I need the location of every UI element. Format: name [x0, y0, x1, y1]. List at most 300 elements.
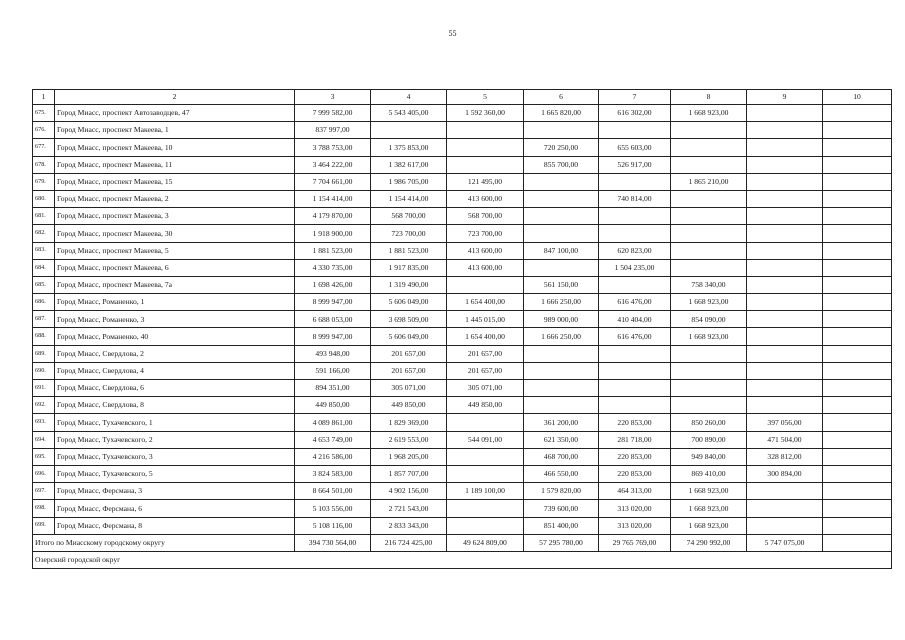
- amount-cell-c6: [524, 173, 599, 190]
- row-address: Город Миасс, проспект Макеева, 11: [55, 156, 295, 173]
- amount-cell-c10: [823, 225, 892, 242]
- amount-cell-c7: 410 404,00: [599, 311, 671, 328]
- amount-cell-c9: [747, 139, 823, 156]
- table-row: [33, 500, 892, 517]
- table-row: [33, 362, 892, 379]
- table-row: [33, 345, 892, 362]
- amount-cell-c9: [747, 105, 823, 122]
- amount-cell-c4: [371, 122, 447, 139]
- amount-cell-c8: [671, 259, 747, 276]
- amount-cell-c10: [823, 397, 892, 414]
- amount-cell-c10: [823, 122, 892, 139]
- amount-cell-c6: [524, 345, 599, 362]
- amount-cell-c4: 1 917 835,00: [371, 259, 447, 276]
- amount-cell-c10: [823, 259, 892, 276]
- amount-cell-c6: 739 600,00: [524, 500, 599, 517]
- amount-cell-c9: 471 504,00: [747, 431, 823, 448]
- amount-cell-c8: [671, 380, 747, 397]
- amount-cell-c3: 8 999 947,00: [295, 294, 371, 311]
- amount-cell-c5: 568 700,00: [447, 208, 524, 225]
- table-row: [33, 517, 892, 534]
- amount-cell-c5: [447, 139, 524, 156]
- row-address: Город Миасс, проспект Макеева, 2: [55, 190, 295, 207]
- amount-cell-c6: [524, 208, 599, 225]
- amount-cell-c10: [823, 208, 892, 225]
- amount-cell-c3: 894 351,00: [295, 380, 371, 397]
- amount-cell-c6: [524, 225, 599, 242]
- amount-cell-c5: 449 850,00: [447, 397, 524, 414]
- amount-cell-c10: [823, 190, 892, 207]
- amount-cell-c10: [823, 294, 892, 311]
- amount-cell-c8: [671, 122, 747, 139]
- row-address: Город Миасс, Тухачевского, 2: [55, 431, 295, 448]
- table-row: [33, 311, 892, 328]
- total-cell-c7: 29 765 769,00: [599, 534, 671, 551]
- amount-cell-c8: [671, 156, 747, 173]
- header-cell: 10: [823, 90, 892, 105]
- amount-cell-c6: 621 350,00: [524, 431, 599, 448]
- amount-cell-c10: [823, 173, 892, 190]
- row-number: 675.: [33, 105, 55, 122]
- amount-cell-c9: [747, 500, 823, 517]
- amount-cell-c3: 7 704 661,00: [295, 173, 371, 190]
- amount-cell-c3: 3 788 753,00: [295, 139, 371, 156]
- amount-cell-c4: 2 833 343,00: [371, 517, 447, 534]
- amount-cell-c7: [599, 276, 671, 293]
- amount-cell-c9: [747, 242, 823, 259]
- amount-cell-c3: 6 688 053,00: [295, 311, 371, 328]
- amount-cell-c9: 300 894,00: [747, 465, 823, 482]
- amount-cell-c5: 1 592 360,00: [447, 105, 524, 122]
- amount-cell-c5: 305 071,00: [447, 380, 524, 397]
- row-number: 679.: [33, 173, 55, 190]
- total-cell-c3: 394 730 564,00: [295, 534, 371, 551]
- table-row: [33, 105, 892, 122]
- amount-cell-c10: [823, 156, 892, 173]
- header-cell: 3: [295, 90, 371, 105]
- amount-cell-c5: [447, 448, 524, 465]
- amount-cell-c7: 464 313,00: [599, 483, 671, 500]
- amount-cell-c5: 201 657,00: [447, 362, 524, 379]
- amount-cell-c3: 5 103 556,00: [295, 500, 371, 517]
- row-number: 694.: [33, 431, 55, 448]
- row-address: Город Миасс, проспект Макеева, 7а: [55, 276, 295, 293]
- row-number: 699.: [33, 517, 55, 534]
- amount-cell-c7: 526 917,00: [599, 156, 671, 173]
- total-row: [33, 534, 892, 551]
- table-row: [33, 483, 892, 500]
- amount-cell-c4: 2 721 543,00: [371, 500, 447, 517]
- amount-cell-c10: [823, 139, 892, 156]
- table-row: [33, 294, 892, 311]
- amount-cell-c9: [747, 345, 823, 362]
- amount-cell-c7: 740 814,00: [599, 190, 671, 207]
- header-cell: 7: [599, 90, 671, 105]
- row-address: Город Миасс, проспект Макеева, 10: [55, 139, 295, 156]
- header-cell: 2: [55, 90, 295, 105]
- amount-cell-c9: [747, 276, 823, 293]
- amount-cell-c3: 1 698 426,00: [295, 276, 371, 293]
- amount-cell-c6: 561 150,00: [524, 276, 599, 293]
- amount-cell-c7: [599, 345, 671, 362]
- amount-cell-c3: 1 918 900,00: [295, 225, 371, 242]
- amount-cell-c5: [447, 276, 524, 293]
- header-row: [33, 90, 892, 105]
- amount-cell-c4: 201 657,00: [371, 345, 447, 362]
- amount-cell-c9: 397 056,00: [747, 414, 823, 431]
- amount-cell-c7: 616 302,00: [599, 105, 671, 122]
- amount-cell-c9: [747, 380, 823, 397]
- row-address: Город Миасс, проспект Макеева, 6: [55, 259, 295, 276]
- amount-cell-c3: 5 108 116,00: [295, 517, 371, 534]
- amount-cell-c5: [447, 156, 524, 173]
- amount-cell-c8: 1 668 923,00: [671, 483, 747, 500]
- header-cell: 9: [747, 90, 823, 105]
- amount-cell-c4: 5 606 049,00: [371, 328, 447, 345]
- row-number: 687.: [33, 311, 55, 328]
- table-row: [33, 414, 892, 431]
- section-label: Озерский городской округ: [33, 551, 892, 568]
- row-number: 691.: [33, 380, 55, 397]
- amount-cell-c3: 4 089 861,00: [295, 414, 371, 431]
- amount-cell-c3: 3 464 222,00: [295, 156, 371, 173]
- table-row: [33, 328, 892, 345]
- table-row: [33, 448, 892, 465]
- amount-cell-c8: [671, 345, 747, 362]
- total-cell-c9: 5 747 075,00: [747, 534, 823, 551]
- amount-cell-c4: 3 698 509,00: [371, 311, 447, 328]
- row-address: Город Миасс, проспект Макеева, 1: [55, 122, 295, 139]
- header-cell: 6: [524, 90, 599, 105]
- amount-cell-c5: 413 600,00: [447, 190, 524, 207]
- amount-cell-c3: 4 653 749,00: [295, 431, 371, 448]
- amount-cell-c7: 220 853,00: [599, 465, 671, 482]
- row-address: Город Миасс, проспект Макеева, 3: [55, 208, 295, 225]
- amount-cell-c5: 201 657,00: [447, 345, 524, 362]
- total-label: Итого по Миасскому городскому округу: [33, 534, 295, 551]
- data-table: [32, 89, 892, 569]
- row-address: Город Миасс, Свердлова, 6: [55, 380, 295, 397]
- amount-cell-c10: [823, 448, 892, 465]
- amount-cell-c6: 466 550,00: [524, 465, 599, 482]
- amount-cell-c5: [447, 500, 524, 517]
- amount-cell-c5: 1 445 015,00: [447, 311, 524, 328]
- table-row: [33, 397, 892, 414]
- amount-cell-c9: 328 812,00: [747, 448, 823, 465]
- amount-cell-c9: [747, 483, 823, 500]
- table-row: [33, 380, 892, 397]
- amount-cell-c10: [823, 311, 892, 328]
- row-address: Город Миасс, Тухачевского, 3: [55, 448, 295, 465]
- amount-cell-c8: 700 890,00: [671, 431, 747, 448]
- row-address: Город Миасс, проспект Макеева, 5: [55, 242, 295, 259]
- amount-cell-c3: 4 216 586,00: [295, 448, 371, 465]
- amount-cell-c3: 591 166,00: [295, 362, 371, 379]
- amount-cell-c6: 361 200,00: [524, 414, 599, 431]
- table-row: [33, 242, 892, 259]
- amount-cell-c8: [671, 139, 747, 156]
- amount-cell-c10: [823, 276, 892, 293]
- amount-cell-c6: [524, 380, 599, 397]
- amount-cell-c4: 5 543 405,00: [371, 105, 447, 122]
- amount-cell-c3: 837 997,00: [295, 122, 371, 139]
- amount-cell-c4: 1 154 414,00: [371, 190, 447, 207]
- row-number: 683.: [33, 242, 55, 259]
- amount-cell-c10: [823, 500, 892, 517]
- amount-cell-c3: 449 850,00: [295, 397, 371, 414]
- table-row: [33, 225, 892, 242]
- row-address: Город Миасс, Свердлова, 2: [55, 345, 295, 362]
- amount-cell-c6: 847 100,00: [524, 242, 599, 259]
- amount-cell-c7: [599, 208, 671, 225]
- row-address: Город Миасс, проспект Макеева, 15: [55, 173, 295, 190]
- amount-cell-c8: 1 668 923,00: [671, 517, 747, 534]
- row-address: Город Миасс, Тухачевского, 5: [55, 465, 295, 482]
- table-row: [33, 465, 892, 482]
- row-address: Город Миасс, проспект Автозаводцев, 47: [55, 105, 295, 122]
- row-address: Город Миасс, Ферсмана, 6: [55, 500, 295, 517]
- row-address: Город Миасс, Романенко, 40: [55, 328, 295, 345]
- amount-cell-c8: 1 668 923,00: [671, 105, 747, 122]
- row-address: Город Миасс, Свердлова, 4: [55, 362, 295, 379]
- amount-cell-c5: 1 654 400,00: [447, 328, 524, 345]
- amount-cell-c4: 1 881 523,00: [371, 242, 447, 259]
- amount-cell-c10: [823, 465, 892, 482]
- row-number: 690.: [33, 362, 55, 379]
- amount-cell-c5: 544 091,00: [447, 431, 524, 448]
- amount-cell-c4: 2 619 553,00: [371, 431, 447, 448]
- row-number: 680.: [33, 190, 55, 207]
- amount-cell-c7: 220 853,00: [599, 448, 671, 465]
- amount-cell-c10: [823, 328, 892, 345]
- amount-cell-c9: [747, 122, 823, 139]
- amount-cell-c4: 1 968 205,00: [371, 448, 447, 465]
- amount-cell-c4: 1 986 705,00: [371, 173, 447, 190]
- amount-cell-c8: [671, 190, 747, 207]
- table-row: [33, 276, 892, 293]
- amount-cell-c8: 1 668 923,00: [671, 500, 747, 517]
- row-address: Город Миасс, Свердлова, 8: [55, 397, 295, 414]
- amount-cell-c8: [671, 397, 747, 414]
- amount-cell-c4: 1 319 490,00: [371, 276, 447, 293]
- amount-cell-c6: [524, 397, 599, 414]
- amount-cell-c7: 313 020,00: [599, 517, 671, 534]
- amount-cell-c4: 4 902 156,00: [371, 483, 447, 500]
- amount-cell-c6: 1 666 250,00: [524, 294, 599, 311]
- amount-cell-c7: 313 020,00: [599, 500, 671, 517]
- row-address: Город Миасс, Романенко, 3: [55, 311, 295, 328]
- row-number: 686.: [33, 294, 55, 311]
- amount-cell-c10: [823, 242, 892, 259]
- row-number: 693.: [33, 414, 55, 431]
- row-number: 678.: [33, 156, 55, 173]
- row-number: 692.: [33, 397, 55, 414]
- amount-cell-c6: 855 700,00: [524, 156, 599, 173]
- amount-cell-c8: 758 340,00: [671, 276, 747, 293]
- row-number: 698.: [33, 500, 55, 517]
- amount-cell-c7: 655 603,00: [599, 139, 671, 156]
- amount-cell-c7: [599, 225, 671, 242]
- amount-cell-c5: 1 654 400,00: [447, 294, 524, 311]
- total-cell-c8: 74 290 992,00: [671, 534, 747, 551]
- amount-cell-c4: 1 829 369,00: [371, 414, 447, 431]
- amount-cell-c8: 1 865 210,00: [671, 173, 747, 190]
- header-cell: 5: [447, 90, 524, 105]
- amount-cell-c9: [747, 362, 823, 379]
- amount-cell-c10: [823, 517, 892, 534]
- amount-cell-c9: [747, 328, 823, 345]
- amount-cell-c7: 281 718,00: [599, 431, 671, 448]
- amount-cell-c8: 850 260,00: [671, 414, 747, 431]
- table-row: [33, 431, 892, 448]
- amount-cell-c9: [747, 517, 823, 534]
- row-number: 685.: [33, 276, 55, 293]
- row-number: 695.: [33, 448, 55, 465]
- amount-cell-c6: [524, 259, 599, 276]
- table-row: [33, 208, 892, 225]
- amount-cell-c3: 3 824 583,00: [295, 465, 371, 482]
- row-address: Город Миасс, Романенко, 1: [55, 294, 295, 311]
- amount-cell-c5: [447, 465, 524, 482]
- amount-cell-c6: 468 700,00: [524, 448, 599, 465]
- amount-cell-c9: [747, 190, 823, 207]
- amount-cell-c9: [747, 294, 823, 311]
- amount-cell-c3: 1 881 523,00: [295, 242, 371, 259]
- total-cell-c4: 216 724 425,00: [371, 534, 447, 551]
- amount-cell-c9: [747, 259, 823, 276]
- row-number: 688.: [33, 328, 55, 345]
- amount-cell-c10: [823, 431, 892, 448]
- row-number: 697.: [33, 483, 55, 500]
- amount-cell-c7: 616 476,00: [599, 328, 671, 345]
- amount-cell-c7: [599, 362, 671, 379]
- row-address: Город Миасс, Ферсмана, 8: [55, 517, 295, 534]
- amount-cell-c4: 1 375 853,00: [371, 139, 447, 156]
- amount-cell-c8: 1 668 923,00: [671, 294, 747, 311]
- row-number: 689.: [33, 345, 55, 362]
- amount-cell-c4: 305 071,00: [371, 380, 447, 397]
- amount-cell-c6: [524, 122, 599, 139]
- amount-cell-c10: [823, 362, 892, 379]
- amount-cell-c4: 201 657,00: [371, 362, 447, 379]
- amount-cell-c6: [524, 362, 599, 379]
- amount-cell-c7: [599, 380, 671, 397]
- amount-cell-c5: 723 700,00: [447, 225, 524, 242]
- row-number: 677.: [33, 139, 55, 156]
- amount-cell-c6: 1 579 820,00: [524, 483, 599, 500]
- amount-cell-c5: 413 600,00: [447, 259, 524, 276]
- amount-cell-c9: [747, 173, 823, 190]
- amount-cell-c6: 720 250,00: [524, 139, 599, 156]
- amount-cell-c6: 851 400,00: [524, 517, 599, 534]
- total-cell-c5: 49 624 809,00: [447, 534, 524, 551]
- amount-cell-c6: 1 665 820,00: [524, 105, 599, 122]
- amount-cell-c8: 1 668 923,00: [671, 328, 747, 345]
- amount-cell-c3: 8 999 947,00: [295, 328, 371, 345]
- amount-cell-c7: [599, 397, 671, 414]
- amount-cell-c8: 869 410,00: [671, 465, 747, 482]
- amount-cell-c4: 568 700,00: [371, 208, 447, 225]
- amount-cell-c3: 7 999 582,00: [295, 105, 371, 122]
- amount-cell-c10: [823, 105, 892, 122]
- amount-cell-c6: [524, 190, 599, 207]
- header-cell: 8: [671, 90, 747, 105]
- row-address: Город Миасс, проспект Макеева, 30: [55, 225, 295, 242]
- amount-cell-c4: 723 700,00: [371, 225, 447, 242]
- amount-cell-c7: 220 853,00: [599, 414, 671, 431]
- total-cell-c6: 57 295 780,00: [524, 534, 599, 551]
- row-number: 676.: [33, 122, 55, 139]
- table-row: [33, 139, 892, 156]
- amount-cell-c4: 5 606 049,00: [371, 294, 447, 311]
- table-row: [33, 173, 892, 190]
- amount-cell-c5: 121 495,00: [447, 173, 524, 190]
- amount-cell-c3: 1 154 414,00: [295, 190, 371, 207]
- header-cell: 1: [33, 90, 55, 105]
- table-row: [33, 156, 892, 173]
- amount-cell-c10: [823, 483, 892, 500]
- amount-cell-c10: [823, 345, 892, 362]
- row-number: 696.: [33, 465, 55, 482]
- amount-cell-c9: [747, 311, 823, 328]
- amount-cell-c5: [447, 122, 524, 139]
- amount-cell-c3: 8 664 501,00: [295, 483, 371, 500]
- amount-cell-c5: 1 189 100,00: [447, 483, 524, 500]
- amount-cell-c6: 989 000,00: [524, 311, 599, 328]
- total-cell-c10: [823, 534, 892, 551]
- amount-cell-c9: [747, 156, 823, 173]
- row-number: 684.: [33, 259, 55, 276]
- amount-cell-c10: [823, 380, 892, 397]
- amount-cell-c8: 949 840,00: [671, 448, 747, 465]
- amount-cell-c7: 620 823,00: [599, 242, 671, 259]
- amount-cell-c6: 1 666 250,00: [524, 328, 599, 345]
- amount-cell-c9: [747, 397, 823, 414]
- amount-cell-c9: [747, 225, 823, 242]
- amount-cell-c3: 493 948,00: [295, 345, 371, 362]
- header-cell: 4: [371, 90, 447, 105]
- row-address: Город Миасс, Ферсмана, 3: [55, 483, 295, 500]
- amount-cell-c8: [671, 362, 747, 379]
- amount-cell-c8: [671, 225, 747, 242]
- amount-cell-c5: [447, 414, 524, 431]
- amount-cell-c7: [599, 173, 671, 190]
- amount-cell-c7: [599, 122, 671, 139]
- row-number: 681.: [33, 208, 55, 225]
- amount-cell-c9: [747, 208, 823, 225]
- page-number: 55: [448, 29, 457, 38]
- table-row: [33, 122, 892, 139]
- row-number: 682.: [33, 225, 55, 242]
- amount-cell-c8: [671, 208, 747, 225]
- amount-cell-c8: 854 090,00: [671, 311, 747, 328]
- amount-cell-c7: 1 504 235,00: [599, 259, 671, 276]
- amount-cell-c5: [447, 517, 524, 534]
- amount-cell-c8: [671, 242, 747, 259]
- table-row: [33, 259, 892, 276]
- amount-cell-c4: 1 857 707,00: [371, 465, 447, 482]
- section-row: [33, 551, 892, 568]
- row-address: Город Миасс, Тухачевского, 1: [55, 414, 295, 431]
- amount-cell-c4: 1 382 617,00: [371, 156, 447, 173]
- amount-cell-c5: 413 600,00: [447, 242, 524, 259]
- amount-cell-c4: 449 850,00: [371, 397, 447, 414]
- amount-cell-c3: 4 330 735,00: [295, 259, 371, 276]
- amount-cell-c10: [823, 414, 892, 431]
- amount-cell-c3: 4 179 870,00: [295, 208, 371, 225]
- amount-cell-c7: 616 476,00: [599, 294, 671, 311]
- table-row: [33, 190, 892, 207]
